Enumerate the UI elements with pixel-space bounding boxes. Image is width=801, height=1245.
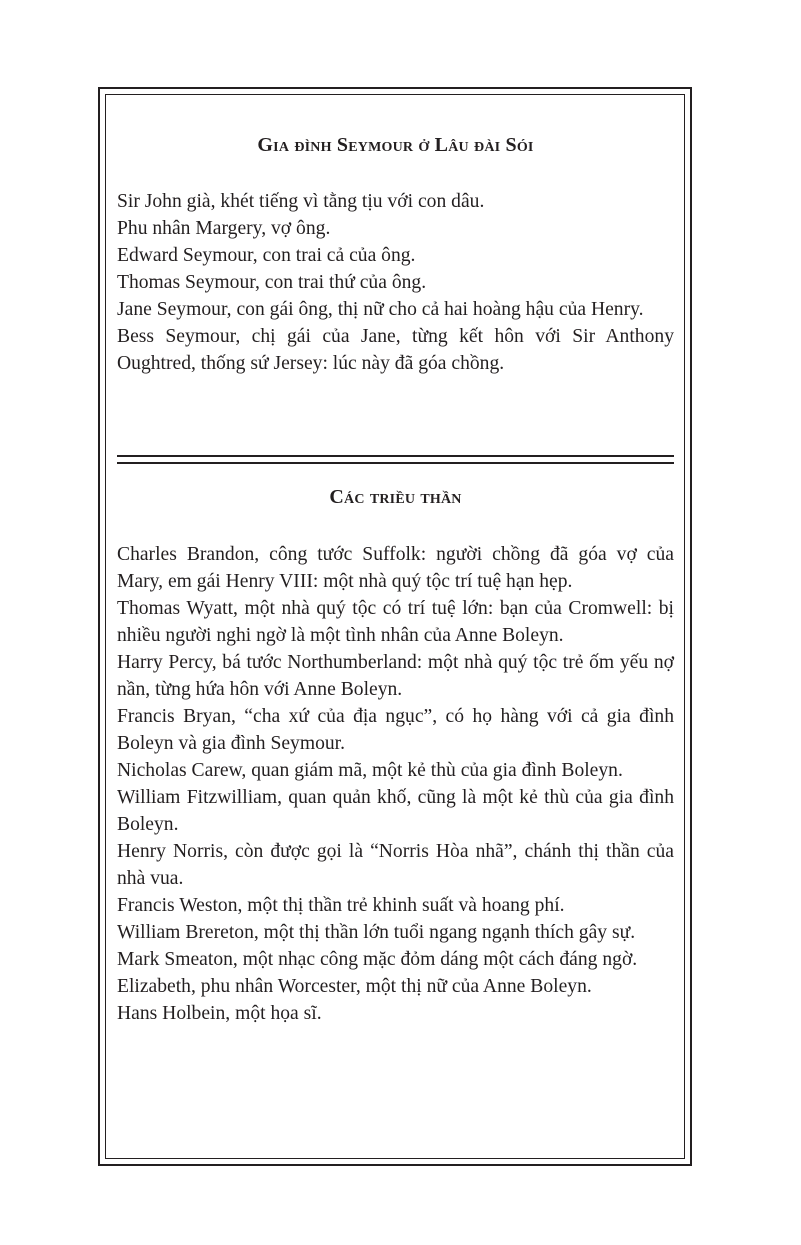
list-item: Francis Weston, một thị thần trẻ khinh suất và hoang phí. — [117, 895, 565, 916]
section-title-seymour-family: Gia đình Seymour ở Lâu đài Sói — [257, 134, 534, 156]
list-item: Bess Seymour, chị gái của Jane, từng kết hôn với Sir Anthony Oughtred, thống sứ Jersey: lúc này đã góa chồng. — [117, 326, 674, 374]
seymour-family-list — [117, 188, 674, 377]
list-item: Edward Seymour, con trai cả của ông. — [117, 245, 416, 266]
list-item: Sir John già, khét tiếng vì tằng tịu với con dâu. — [117, 191, 485, 212]
list-item: Hans Holbein, một họa sĩ. — [117, 1003, 322, 1024]
list-item: Henry Norris, còn được gọi là “Norris Hòa nhã”, chánh thị thần của nhà vua. — [117, 841, 674, 889]
section-title-courtiers: Các triều thần — [329, 486, 462, 508]
list-item: Jane Seymour, con gái ông, thị nữ cho cả hai hoàng hậu của Henry. — [117, 299, 644, 320]
list-item: Phu nhân Margery, vợ ông. — [117, 218, 331, 239]
section-divider — [117, 455, 674, 464]
list-item: William Brereton, một thị thần lớn tuổi ngang ngạnh thích gây sự. — [117, 922, 636, 943]
list-item: Thomas Wyatt, một nhà quý tộc có trí tuệ lớn: bạn của Cromwell: bị nhiều người nghi ngờ là một tình nhân của Anne Boleyn. — [117, 598, 674, 646]
list-item: Francis Bryan, “cha xứ của địa ngục”, có họ hàng với cả gia đình Boleyn và gia đình Seymour. — [117, 706, 674, 754]
list-item: Mark Smeaton, một nhạc công mặc đỏm dáng một cách đáng ngờ. — [117, 949, 638, 970]
courtiers-list — [117, 541, 674, 1027]
list-item: Elizabeth, phu nhân Worcester, một thị nữ của Anne Boleyn. — [117, 976, 592, 997]
list-item: William Fitzwilliam, quan quản khố, cũng là một kẻ thù của gia đình Boleyn. — [117, 787, 674, 835]
list-item: Charles Brandon, công tước Suffolk: người chồng đã góa vợ của Mary, em gái Henry VIII: một nhà quý tộc trí tuệ hạn hẹp. — [117, 544, 674, 592]
list-item: Nicholas Carew, quan giám mã, một kẻ thù của gia đình Boleyn. — [117, 760, 623, 781]
list-item: Thomas Seymour, con trai thứ của ông. — [117, 272, 427, 293]
list-item: Harry Percy, bá tước Northumberland: một nhà quý tộc trẻ ốm yếu nợ nần, từng hứa hôn với Anne Boleyn. — [117, 652, 674, 700]
